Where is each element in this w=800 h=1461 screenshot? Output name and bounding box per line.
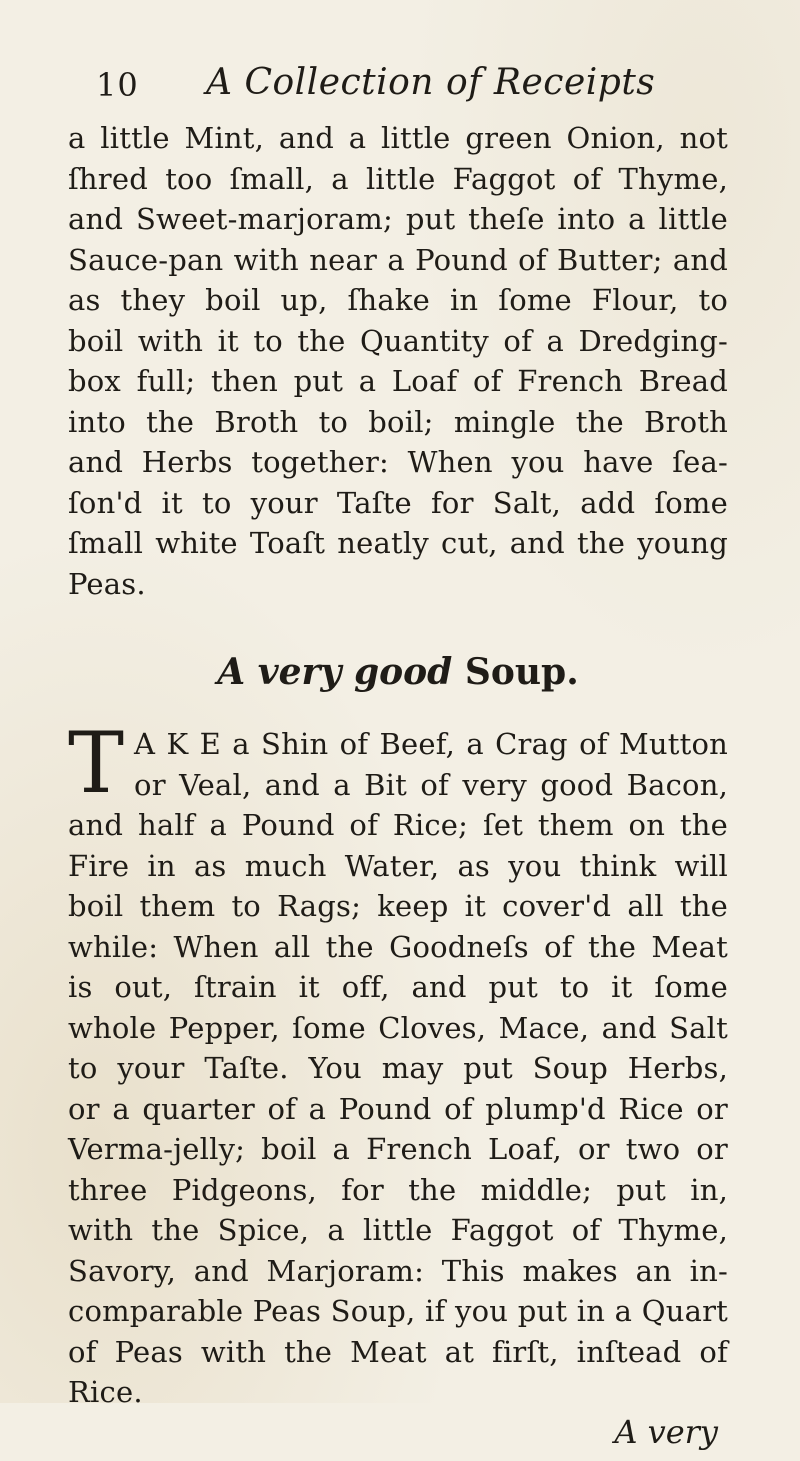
text-line: with the Spice, a little Faggot of Thyme, [68,1213,728,1247]
text-line: box full; then put a Loaf of French Bread [68,364,728,398]
section-heading-italic: A very good [217,651,453,693]
catchword-row [68,1413,728,1461]
text-line: Rice. [68,1375,143,1409]
drop-cap: T [68,714,125,812]
text-line: to your Taſte. You may put Soup Herbs, [68,1051,728,1085]
text-line: a little Mint, and a little green Onion, not [68,121,728,155]
text-line: or Veal, and a Bit of very good Bacon, [134,767,728,802]
text-line: boil with it to the Quantity of a Dredging- [68,323,728,358]
text-line: or a quarter of a Pound of plump'd Rice or [68,1091,728,1126]
text-line: comparable Peas Soup, if you put in a Quart [68,1294,728,1328]
text-line: and half a Pound of Rice; ſet them on the [68,808,728,842]
page-number: 10 [96,66,139,104]
text-line: Savory, and Marjoram: This makes an in- [68,1253,728,1288]
section-heading [68,650,728,694]
text-line: ſmall white Toaſt neatly cut, and the young [68,526,728,560]
text-line: Verma-jelly; boil a French Loaf, or two or [68,1132,728,1166]
running-head [68,60,728,116]
intro-paragraph [68,118,728,604]
recipe-body [68,714,728,1413]
text-line: ſon'd it to your Taſte for Salt, add ſome [68,485,728,520]
catchword: A very [614,1412,718,1451]
text-line: while: When all the Goodneſs of the Meat [68,929,728,964]
text-line: ſhred too ſmall, a little Faggot of Thyme, [68,161,728,196]
text-line: Fire in as much Water, as you think will [68,848,728,883]
text-line: Peas. [68,566,146,601]
text-line: boil them to Rags; keep it cover'd all the [68,889,728,923]
text-line: of Peas with the Meat at firſt, inſtead of [68,1334,728,1369]
text-line: into the Broth to boil; mingle the Broth [68,404,728,439]
text-line: whole Pepper, ſome Cloves, Mace, and Salt [68,1010,728,1045]
text-line: three Pidgeons, for the middle; put in, [68,1172,728,1207]
running-title: A Collection of Receipts [206,62,656,103]
text-line: and Herbs together: When you have ſea- [68,445,728,479]
text-line: A K E a Shin of Beef, a Crag of Mutton [134,727,728,761]
text-line: and Sweet-marjoram; put theſe into a little [68,202,728,236]
recipe-paragraph [68,714,728,1413]
text-line: Sauce-pan with near a Pound of Butter; and [68,242,728,277]
text-line: as they boil up, ſhake in ſome Flour, to [68,283,728,317]
text-line: is out, ſtrain it off, and put to it ſome [68,970,728,1004]
section-heading-roman: Soup. [464,651,579,693]
